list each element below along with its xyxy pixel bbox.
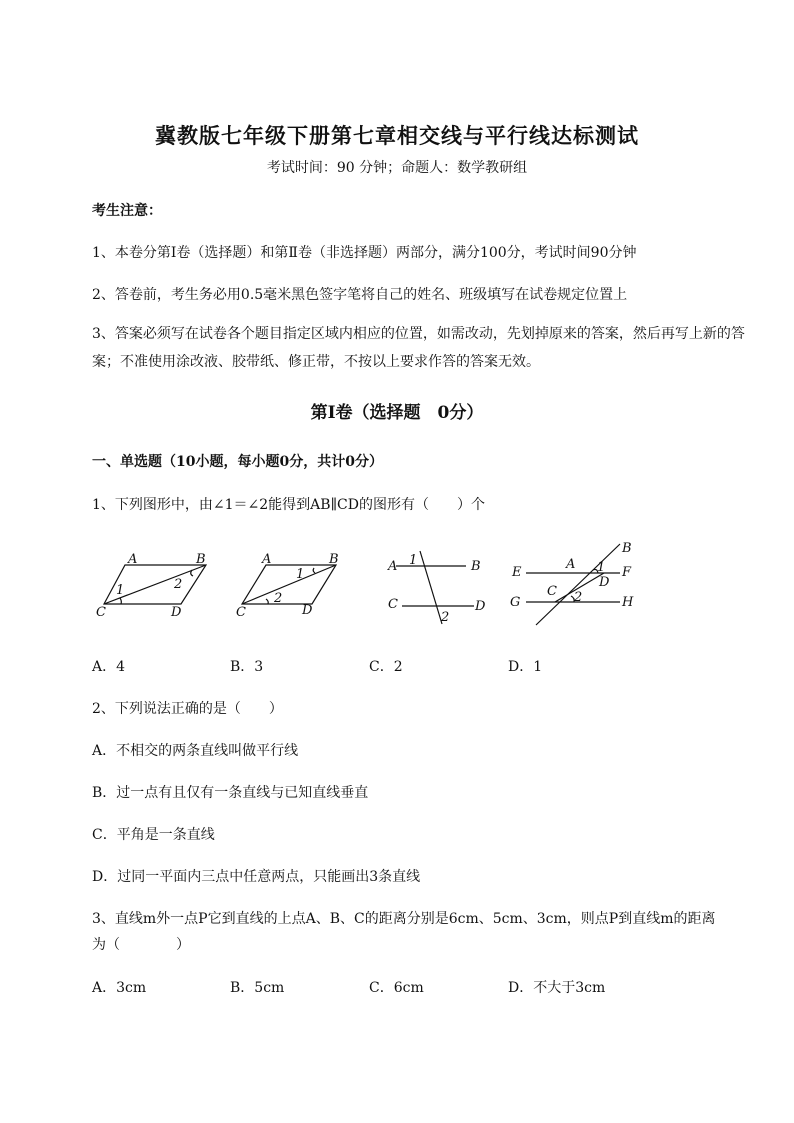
fig3-label-b: B <box>471 559 481 574</box>
fig4-label-2: 2 <box>574 590 583 605</box>
q3-option-d[interactable]: D．不大于3cm <box>508 980 606 996</box>
question-3-stem-line-2: 为（ ） <box>92 937 190 953</box>
fig2-label-2: 2 <box>274 591 283 606</box>
notice-heading: 考生注意： <box>92 203 162 219</box>
q3-option-a[interactable]: A．3cm <box>92 980 147 996</box>
q3-option-c[interactable]: C．6cm <box>369 980 424 996</box>
q3-option-b[interactable]: B．5cm <box>230 980 285 996</box>
fig1-label-c: C <box>96 605 106 620</box>
fig3-label-a: A <box>388 559 398 574</box>
q1-option-d[interactable]: D．1 <box>508 659 543 675</box>
q2-option-c[interactable]: C．平角是一条直线 <box>92 827 215 843</box>
q2-option-d[interactable]: D．过同一平面内三点中任意两点，只能画出3条直线 <box>92 869 421 885</box>
q2-option-a[interactable]: A．不相交的两条直线叫做平行线 <box>92 743 299 759</box>
fig2-label-1: 1 <box>296 567 305 582</box>
notice-item-2: 2、答卷前，考生务必用0.5毫米黑色签字笔将自己的姓名、班级填写在试卷规定位置上 <box>92 287 628 303</box>
fig3-label-c: C <box>388 597 398 612</box>
fig4-label-d: D <box>599 575 610 590</box>
fig1-label-2: 2 <box>174 577 183 592</box>
fig4-label-g: G <box>510 595 521 610</box>
page-title: 冀教版七年级下册第七章相交线与平行线达标测试 <box>155 123 639 148</box>
q1-figure-4 <box>508 538 648 630</box>
q1-figure-3 <box>382 548 492 628</box>
fig4-label-h: H <box>622 595 634 610</box>
fig4-label-e: E <box>512 565 522 580</box>
q1-figure-2 <box>232 548 357 623</box>
part-heading: 一、单选题（10小题，每小题0分，共计0分） <box>92 454 383 470</box>
fig4-label-f: F <box>622 565 632 580</box>
fig2-label-a: A <box>262 552 272 567</box>
fig1-label-b: B <box>196 552 206 567</box>
fig3-label-1: 1 <box>409 553 418 568</box>
question-2-stem: 2、下列说法正确的是（ ） <box>92 701 283 717</box>
fig2-label-c: C <box>236 605 246 620</box>
fig4-label-c: C <box>547 584 557 599</box>
exam-info: 考试时间：90 分钟；命题人：数学教研组 <box>266 160 528 176</box>
fig3-label-2: 2 <box>441 610 450 625</box>
fig4-label-a: A <box>566 557 576 572</box>
fig2-label-d: D <box>302 603 313 618</box>
question-3-stem-line-1: 3、直线m外一点P它到直线的上点A、B、C的距离分别是6cm、5cm、3cm，则点P到直线m的距离 <box>92 911 716 927</box>
fig4-label-1: 1 <box>597 560 606 575</box>
fig1-label-a: A <box>128 552 138 567</box>
q1-option-b[interactable]: B．3 <box>230 659 264 675</box>
section-title: 第Ⅰ卷（选择题 0分） <box>310 403 484 423</box>
q1-figure-1 <box>92 548 222 623</box>
fig1-label-1: 1 <box>116 583 125 598</box>
notice-item-3: 3、答案必须写在试卷各个题目指定区域内相应的位置，如需改动，先划掉原来的答案，然后再写上新的答案；不准使用涂改液、胶带纸、修正带，不按以上要求作答的答案无效。 <box>92 326 745 370</box>
fig2-label-b: B <box>329 552 339 567</box>
fig3-label-d: D <box>475 599 486 614</box>
fig1-label-d: D <box>171 605 182 620</box>
q1-option-a[interactable]: A．4 <box>92 659 126 675</box>
notice-item-1: 1、本卷分第Ⅰ卷（选择题）和第Ⅱ卷（非选择题）两部分，满分100分，考试时间90分钟 <box>92 245 637 261</box>
fig4-label-b: B <box>622 541 632 556</box>
q1-option-c[interactable]: C．2 <box>369 659 403 675</box>
q2-option-b[interactable]: B．过一点有且仅有一条直线与已知直线垂直 <box>92 785 369 801</box>
question-1-stem: 1、下列图形中，由∠1＝∠2能得到AB∥CD的图形有（ ）个 <box>92 497 485 513</box>
